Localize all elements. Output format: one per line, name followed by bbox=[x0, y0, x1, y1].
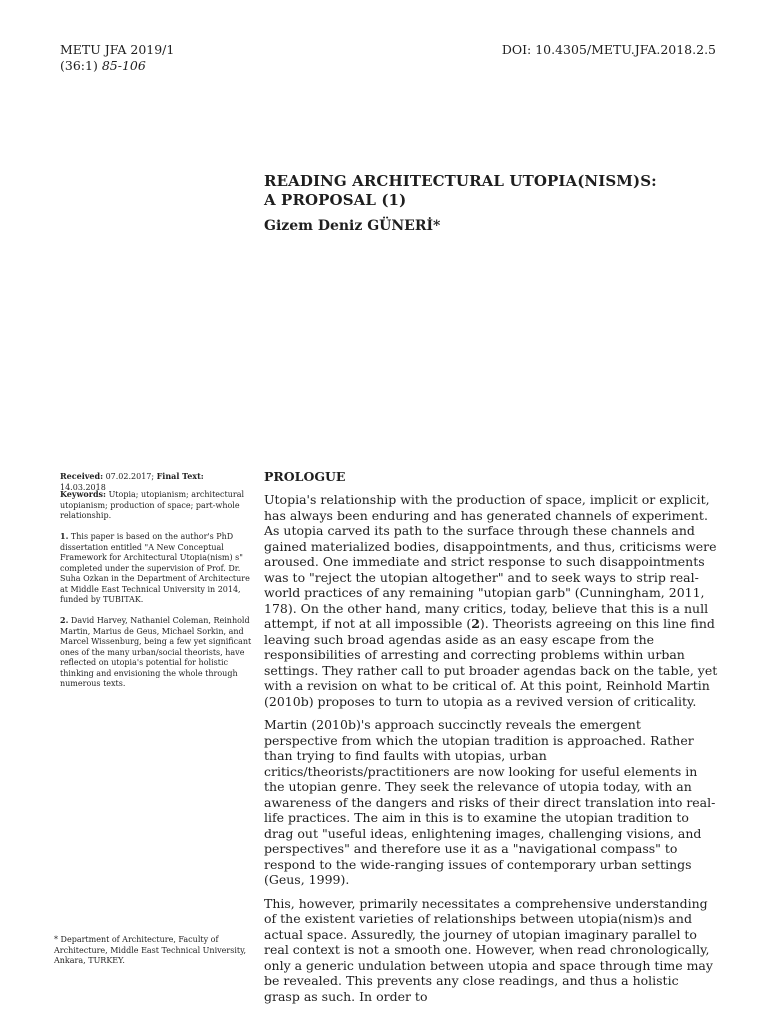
keywords-text: Utopia; utopianism; architectural utopianism; production of space; part-whole relationship. bbox=[60, 490, 245, 520]
title-line-1: READING ARCHITECTURAL UTOPIA(NISM)S: bbox=[264, 172, 657, 190]
author-affiliation: * Department of Architecture, Faculty of Architecture, Middle East Technical University, Ankara, TURKEY. bbox=[54, 935, 247, 965]
body-text bbox=[264, 492, 718, 1012]
footnote-1 bbox=[60, 531, 252, 606]
issue-number: (36:1) bbox=[60, 58, 98, 73]
citation-marker: 2 bbox=[471, 616, 480, 631]
section-heading: PROLOGUE bbox=[264, 469, 346, 484]
received-date: 07.02.2017; bbox=[105, 472, 155, 481]
paragraph-1-part-a: Utopia's relationship with the production of space, implicit or explicit, has always been enduring and has generated channels of experiment. As utopia carved its path to the surface through these channels and gained materialized bodies, disappointments, and thus, criticisms were aroused. One immediate and strict response to such disappointments was to "reject the utopian altogether" and to seek ways to strip real-world practices of any remaining "utopian garb" (Cunningham, 2011, 178). On the other hand, many critics, today, believe that this is a null attempt, if not at all impossible ( bbox=[264, 492, 717, 631]
title-line-2: A PROPOSAL (1) bbox=[264, 191, 407, 209]
received-label: Received: bbox=[60, 471, 104, 481]
journal-name: METU JFA 2019/1 bbox=[60, 42, 175, 57]
footnote-1-text: This paper is based on the author's PhD dissertation entitled "A New Conceptual Framework for Architectural Utopia(nism) s" completed under the supervision of Prof. Dr. Suha Ozkan in the Department of Architecture at Middle East Technical University in 2014, funded by TUBITAK. bbox=[60, 532, 250, 604]
article-title bbox=[264, 172, 657, 210]
paragraph-1 bbox=[264, 492, 718, 709]
author-name: Gizem Deniz GÜNERİ* bbox=[264, 218, 441, 234]
journal-header bbox=[60, 42, 174, 74]
footnote-2 bbox=[60, 615, 252, 690]
keywords-label: Keywords: bbox=[60, 489, 107, 499]
final-label: Final Text: bbox=[156, 471, 204, 481]
paragraph-1-part-b: ). Theorists agreeing on this line find leaving such broad agendas aside as an easy escape from the responsibilities of arresting and correcting problems within urban settings. They rather call to put broader agendas back on the table, yet with a revision on what to be critical of. At this point, Reinhold Martin (2010b) proposes to turn to utopia as a revived version of criticality. bbox=[264, 616, 718, 709]
journal-issue bbox=[60, 58, 174, 74]
paragraph-3: This, however, primarily necessitates a comprehensive understanding of the existent varieties of relationships between utopia(nism)s and actual space. Assuredly, the journey of utopian imaginary parallel to real context is not a smooth one. However, when read chronologically, only a generic undulation between utopia and space through time may be revealed. This prevents any close readings, and thus a holistic grasp as such. In order to bbox=[264, 895, 713, 1004]
footnote-2-number: 2. bbox=[60, 615, 69, 625]
paragraph-2: Martin (2010b)'s approach succinctly reveals the emergent perspective from which the utopian tradition is approached. Rather than trying to find faults with utopias, urban critics/theorists/practitioners are now looking for useful elements in the utopian genre. They seek the relevance of utopia today, with an awareness of the dangers and risks of their direct translation into real-life practices. The aim in this is to examine the utopian tradition to drag out "useful ideas, enlightening images, challenging visions, and perspectives" and therefore use it as a "navigational compass" to respond to the wide-ranging issues of contemporary urban settings (Geus, 1999). bbox=[264, 717, 716, 887]
footnote-2-text: David Harvey, Nathaniel Coleman, Reinhold Martin, Marius de Geus, Michael Sorkin, and Marcel Wissenburg, being a few yet significant ones of the many urban/social theorists, have reflected on utopia's potential for holistic thinking and envisioning the whole through numerous texts. bbox=[60, 616, 252, 688]
page-range: 85-106 bbox=[101, 58, 146, 73]
final-date: 14.03.2018 bbox=[60, 482, 106, 492]
doi: DOI: 10.4305/METU.JFA.2018.2.5 bbox=[501, 42, 716, 57]
footnote-1-number: 1. bbox=[60, 531, 69, 541]
keywords bbox=[60, 489, 252, 522]
